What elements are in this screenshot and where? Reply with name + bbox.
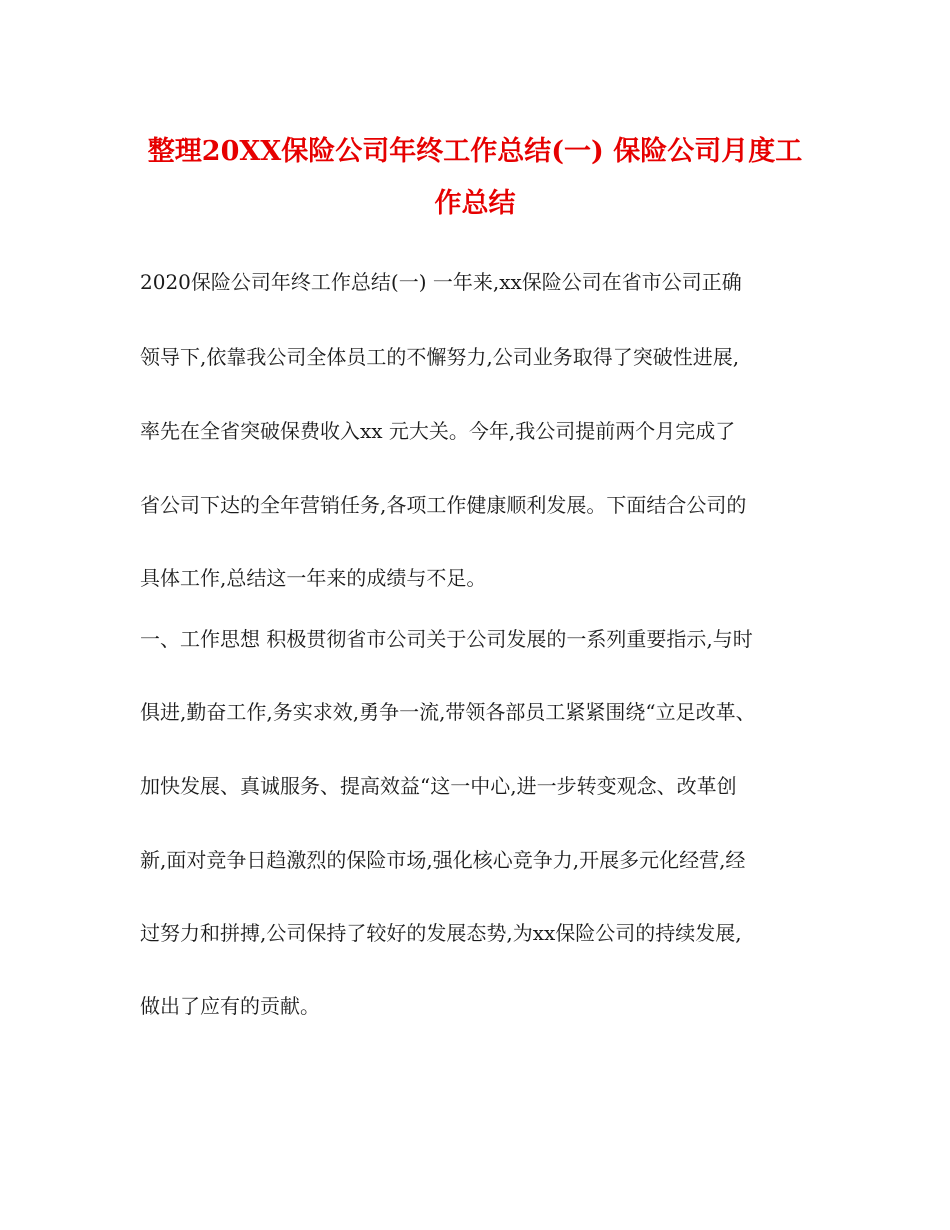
text-line: 一、工作思想 积极贯彻省市公司关于公司发展的一系列重要指示,与时 — [140, 627, 753, 651]
text-line: 加快发展、真诚服务、提高效益“这一中心,进一步转变观念、改革创 — [140, 774, 737, 798]
text-line: 做出了应有的贡献。 — [140, 994, 320, 1018]
document-title — [120, 126, 830, 230]
text-line: 俱进,勤奋工作,务实求效,勇争一流,带领各部员工紧紧围绕“立足改革、 — [140, 700, 756, 724]
text-line: 过努力和拼搏,公司保持了较好的发展态势,为xx保险公司的持续发展, — [140, 921, 742, 945]
text-line: 率先在全省突破保费收入xx 元大关。今年,我公司提前两个月完成了 — [140, 419, 736, 443]
text-line: 新,面对竞争日趋激烈的保险市场,强化核心竞争力,开展多元化经营,经 — [140, 848, 746, 872]
text-line: 领导下,依靠我公司全体员工的不懈努力,公司业务取得了突破性进展, — [140, 345, 740, 369]
text-line: 2020保险公司年终工作总结(一) 一年来,xx保险公司在省市公司正确 — [140, 270, 742, 294]
title-line-2: 作总结 — [434, 188, 516, 219]
text-line: 具体工作,总结这一年来的成绩与不足。 — [140, 566, 487, 590]
text-line: 省公司下达的全年营销任务,各项工作健康顺利发展。下面结合公司的 — [140, 493, 747, 517]
title-line-1: 整理20XX保险公司年终工作总结(一) 保险公司月度工 — [147, 136, 803, 167]
